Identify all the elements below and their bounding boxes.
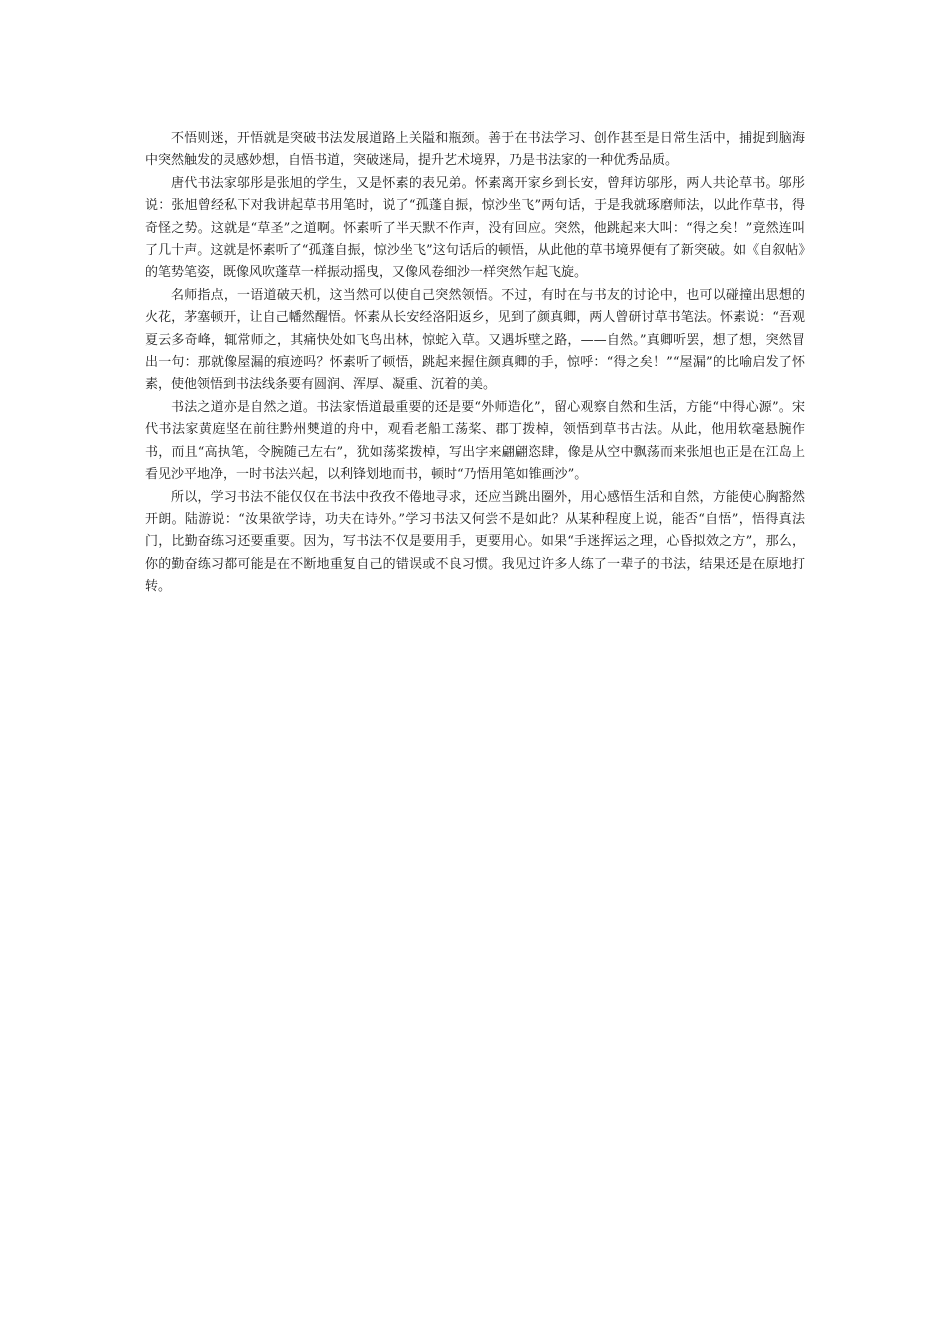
paragraph-4: 书法之道亦是自然之道。书法家悟道最重要的还是要“外师造化”，留心观察自然和生活，方能“中得心源”。宋代书法家黄庭坚在前往黔州僰道的舟中，观看老船工荡桨、郡丁拨棹，领悟到草书古法。从此，他用软毫悬腕作书，而且“高执笔，令腕随己左右”，犹如荡桨拨棹，写出字来翩翩恣肆，像是从空中飘荡而来张旭也正是在江岛上看见沙平地净，一时书法兴起，以利锋划地而书，顿时“乃悟用笔如锥画沙”。 [145, 399, 805, 483]
article-body [145, 128, 805, 599]
paragraph-5: 所以，学习书法不能仅仅在书法中孜孜不倦地寻求，还应当跳出圈外，用心感悟生活和自然，方能使心胸豁然开朗。陆游说：“汝果欲学诗，功夫在诗外。”学习书法又何尝不是如此？从某种程度上说，能否“自悟”，悟得真法门，比勤奋练习还要重要。因为，写书法不仅是要用手，更要用心。如果“手迷挥运之理，心昏拟效之方”，那么，你的勤奋练习都可能是在不断地重复自己的错误或不良习惯。我见过许多人练了一辈子的书法，结果还是在原地打转。 [145, 489, 805, 595]
paragraph-3: 名师指点，一语道破天机，这当然可以使自己突然领悟。不过，有时在与书友的讨论中，也可以碰撞出思想的火花，茅塞顿开，让自己幡然醒悟。怀素从长安经洛阳返乡，见到了颜真卿，两人曾研讨草书笔法。怀素说：“吾观夏云多奇峰，辄常师之，其痛快处如飞鸟出林，惊蛇入草。又遇坼壁之路，——自然。”真卿听罢，想了想，突然冒出一句：那就像屋漏的痕迹吗？怀素听了顿悟，跳起来握住颜真卿的手，惊呼：“得之矣！”“屋漏”的比喻启发了怀素，使他领悟到书法线条要有圆润、浑厚、凝重、沉着的美。 [145, 287, 805, 393]
paragraph-2: 唐代书法家邬彤是张旭的学生，又是怀素的表兄弟。怀素离开家乡到长安，曾拜访邬彤，两人共论草书。邬彤说：张旭曾经私下对我讲起草书用笔时，说了“孤蓬自振，惊沙坐飞”两句话，于是我就琢磨师法，以此作草书，得奇怪之势。这就是“草圣”之道啊。怀素听了半天默不作声，没有回应。突然，他跳起来大叫：“得之矣！”竟然连叫了几十声。这就是怀素听了“孤蓬自振，惊沙坐飞”这句话后的顿悟，从此他的草书境界便有了新突破。如《自叙帖》的笔势笔姿，既像风吹蓬草一样振动摇曳，又像风卷细沙一样突然乍起飞旋。 [145, 175, 805, 281]
paragraph-1: 不悟则迷，开悟就是突破书法发展道路上关隘和瓶颈。善于在书法学习、创作甚至是日常生活中，捕捉到脑海中突然触发的灵感妙想，自悟书道，突破迷局，提升艺术境界，乃是书法家的一种优秀品质。 [145, 131, 805, 169]
